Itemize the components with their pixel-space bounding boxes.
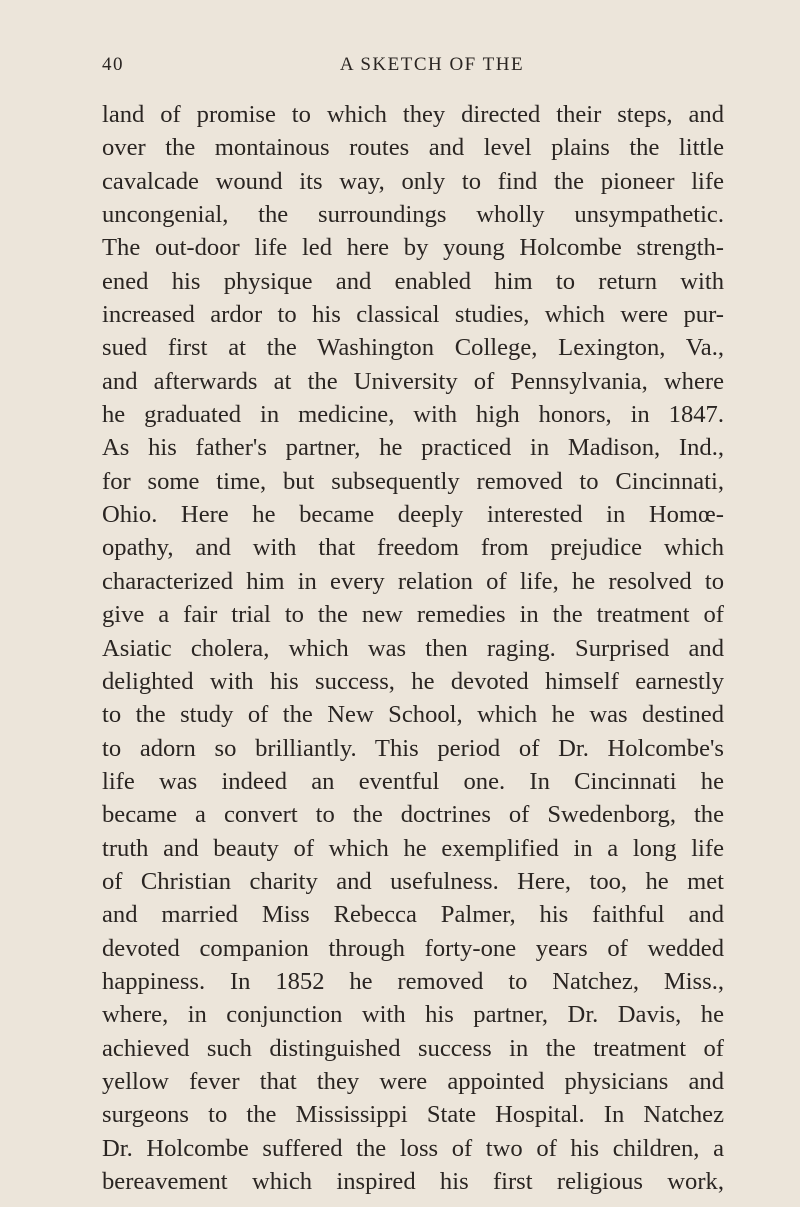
text-line: give a fair trial to the new remedies in the treatment of	[102, 601, 724, 629]
text-line: surgeons to the Mississippi State Hospital. In Natchez	[102, 1101, 724, 1129]
text-line: over the montainous routes and level plains the little	[102, 134, 724, 162]
text-line: bereavement which inspired his first religious work,	[102, 1168, 724, 1195]
body-text	[102, 98, 724, 1198]
text-line: he graduated in medicine, with high honors, in 1847.	[102, 401, 724, 429]
text-line: happiness. In 1852 he removed to Natchez, Miss.,	[102, 967, 724, 995]
text-line: achieved such distinguished success in the treatment of	[102, 1034, 724, 1062]
running-head	[102, 54, 722, 84]
text-line: yellow fever that they were appointed physicians and	[102, 1067, 724, 1095]
text-line: increased ardor to his classical studies, which were pur-	[102, 301, 724, 329]
text-line: devoted companion through forty-one years of wedded	[102, 934, 724, 962]
text-line: characterized him in every relation of life, he resolved to	[102, 567, 724, 595]
text-line: and married Miss Rebecca Palmer, his faithful and	[102, 901, 724, 929]
text-line: life was indeed an eventful one. In Cincinnati he	[102, 767, 724, 795]
text-line: of Christian charity and usefulness. Here, too, he met	[102, 867, 724, 895]
text-line: land of promise to which they directed their steps, and	[102, 101, 724, 128]
text-line: opathy, and with that freedom from prejudice which	[102, 534, 724, 562]
text-line: where, in conjunction with his partner, Dr. Davis, he	[102, 1001, 724, 1029]
text-line: and afterwards at the University of Pennsylvania, where	[102, 367, 724, 395]
text-line: Ohio. Here he became deeply interested in Homœ-	[102, 501, 724, 529]
text-line: As his father's partner, he practiced in Madison, Ind.,	[102, 434, 724, 462]
text-line: delighted with his success, he devoted himself earnestly	[102, 667, 724, 695]
text-line: Asiatic cholera, which was then raging. Surprised and	[102, 634, 724, 662]
text-line: ened his physique and enabled him to return with	[102, 267, 724, 295]
running-title: A SKETCH OF THE	[339, 54, 525, 75]
text-line: for some time, but subsequently removed to Cincinnati,	[102, 467, 724, 495]
text-line: became a convert to the doctrines of Swedenborg, the	[102, 801, 724, 829]
text-line: The out-door life led here by young Holcombe strength-	[102, 234, 724, 262]
text-line: truth and beauty of which he exemplified in a long life	[102, 834, 724, 862]
text-line: cavalcade wound its way, only to find the pioneer life	[102, 167, 724, 195]
page-number: 40	[102, 54, 124, 75]
text-line: to the study of the New School, which he was destined	[102, 701, 724, 729]
text-line: Dr. Holcombe suffered the loss of two of his children, a	[102, 1134, 724, 1162]
text-line: uncongenial, the surroundings wholly unsympathetic.	[102, 201, 724, 229]
text-line: to adorn so brilliantly. This period of Dr. Holcombe's	[102, 734, 724, 762]
text-line: sued first at the Washington College, Lexington, Va.,	[102, 334, 724, 362]
